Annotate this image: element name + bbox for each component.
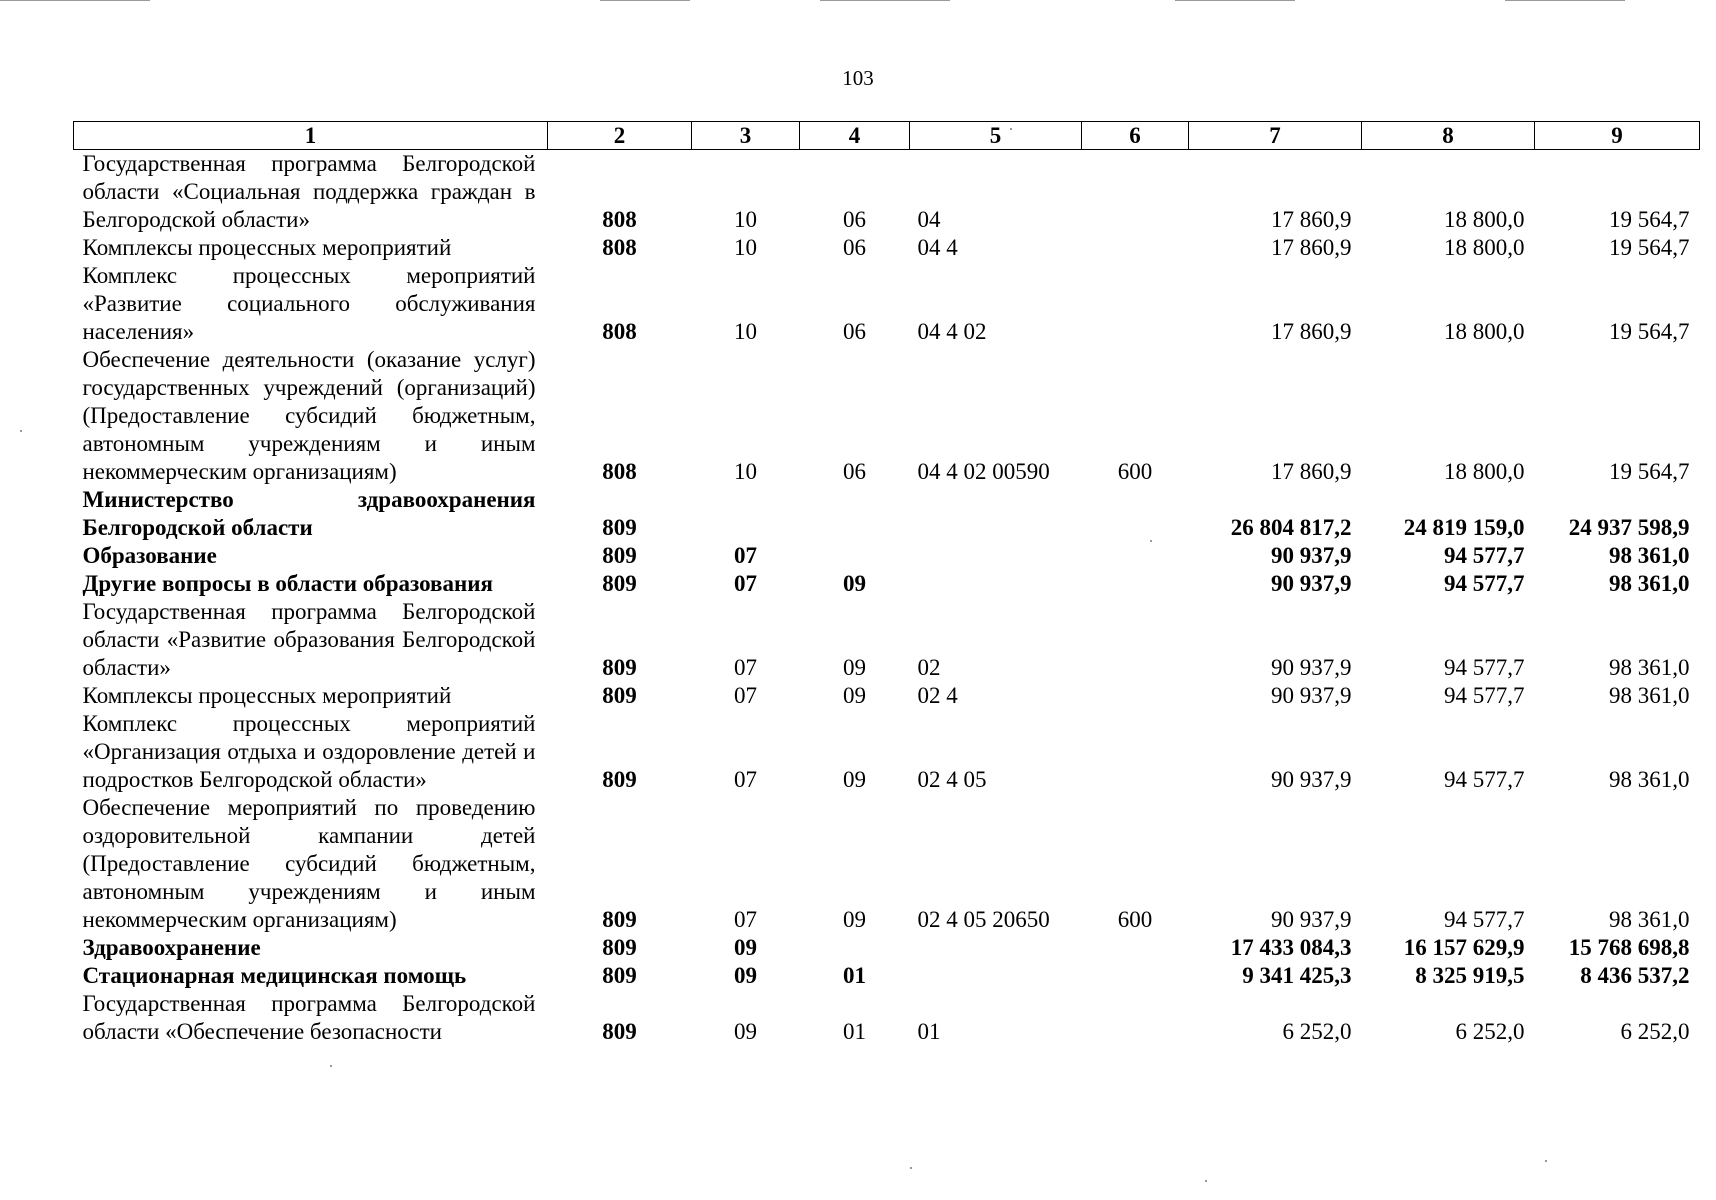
section-cell: 09: [734, 1019, 757, 1044]
amount-cell: 90 937,9: [1271, 571, 1352, 596]
subsection-cell: [800, 486, 910, 542]
expense-type-cell: [1082, 150, 1189, 235]
target-item-cell: [910, 486, 1082, 542]
section-cell: [692, 486, 800, 542]
code-cell: 809: [602, 543, 637, 568]
section-cell: 10: [734, 207, 757, 232]
target-item-cell: [910, 962, 1082, 990]
target-item-cell: 02 4 05 20650: [917, 907, 1050, 932]
column-header: 8: [1362, 122, 1535, 150]
table-row: [74, 346, 1700, 486]
table-row: [74, 682, 1700, 710]
amount-cell: 19 564,7: [1609, 459, 1690, 484]
target-item-cell: [910, 542, 1082, 570]
target-item-cell: 02 4: [917, 683, 958, 708]
amount-cell: 98 361,0: [1609, 655, 1690, 680]
table-row: [74, 542, 1700, 570]
amount-cell: 8 325 919,5: [1415, 963, 1525, 988]
amount-cell: 15 768 698,8: [1568, 935, 1690, 960]
target-item-cell: 04 4: [917, 235, 958, 260]
table-row: [74, 990, 1700, 1046]
scan-speck: [1010, 128, 1012, 130]
expense-type-cell: [1082, 710, 1189, 794]
table-row: [74, 710, 1700, 794]
column-header: 5: [910, 122, 1082, 150]
code-cell: 808: [602, 319, 637, 344]
subsection-cell: 09: [843, 767, 866, 792]
amount-cell: 19 564,7: [1609, 235, 1690, 260]
amount-cell: 94 577,7: [1444, 571, 1525, 596]
scan-edge-line: [1175, 0, 1295, 1]
expense-type-cell: [1082, 962, 1189, 990]
target-item-cell: 01: [917, 1019, 941, 1044]
row-name-cell: Государственная программа Белгородской области «Развитие образования Белгородской области»: [82, 599, 536, 680]
row-name-cell: Комплексы процессных мероприятий: [82, 235, 452, 260]
code-cell: 809: [602, 935, 637, 960]
section-cell: 09: [734, 935, 757, 960]
section-cell: 09: [734, 963, 757, 988]
scan-edge-line: [1505, 0, 1625, 1]
column-header: 2: [548, 122, 692, 150]
amount-cell: 98 361,0: [1609, 571, 1690, 596]
amount-cell: 6 252,0: [1620, 1019, 1690, 1044]
code-cell: 809: [602, 1019, 637, 1044]
amount-cell: 94 577,7: [1444, 683, 1525, 708]
subsection-cell: 01: [843, 963, 866, 988]
amount-cell: 17 860,9: [1271, 207, 1352, 232]
row-name-cell: Обеспечение мероприятий по проведению оздоровительной кампании детей (Предоставление субсидий бюджетным, автономным учреждениям и иным некоммерческим организациям): [82, 795, 536, 932]
subsection-cell: 09: [843, 571, 866, 596]
amount-cell: 94 577,7: [1444, 655, 1525, 680]
table-header: [74, 122, 1700, 150]
row-name-cell: Другие вопросы в области образования: [82, 571, 493, 596]
amount-cell: 17 860,9: [1271, 459, 1352, 484]
row-name-cell: Государственная программа Белгородской области «Обеспечение безопасности: [82, 991, 536, 1044]
amount-cell: 17 433 084,3: [1230, 935, 1352, 960]
code-cell: 809: [602, 767, 637, 792]
code-cell: 809: [602, 683, 637, 708]
amount-cell: 19 564,7: [1609, 207, 1690, 232]
table-row: [74, 150, 1700, 235]
amount-cell: 18 800,0: [1444, 235, 1525, 260]
subsection-cell: 01: [843, 1019, 866, 1044]
code-cell: 808: [602, 235, 637, 260]
row-name-cell: Стационарная медицинская помощь: [82, 963, 467, 988]
amount-cell: 8 436 537,2: [1580, 963, 1690, 988]
table-row: [74, 794, 1700, 934]
amount-cell: 90 937,9: [1271, 907, 1352, 932]
column-header: 9: [1535, 122, 1700, 150]
target-item-cell: 04: [917, 207, 941, 232]
expense-type-cell: [1082, 234, 1189, 262]
amount-cell: 90 937,9: [1271, 655, 1352, 680]
section-cell: 07: [734, 543, 757, 568]
amount-cell: 90 937,9: [1271, 683, 1352, 708]
section-cell: 07: [734, 767, 757, 792]
target-item-cell: [910, 934, 1082, 962]
amount-cell: 24 819 159,0: [1403, 515, 1525, 540]
expense-type-cell: [1082, 542, 1189, 570]
scan-speck: [910, 1167, 912, 1169]
amount-cell: 18 800,0: [1444, 319, 1525, 344]
subsection-cell: 09: [843, 907, 866, 932]
amount-cell: 98 361,0: [1609, 907, 1690, 932]
expense-type-cell: [1082, 598, 1189, 682]
section-cell: 10: [734, 235, 757, 260]
column-header: 3: [692, 122, 800, 150]
amount-cell: 94 577,7: [1444, 767, 1525, 792]
code-cell: 809: [602, 515, 637, 540]
expense-type-cell: [1082, 262, 1189, 346]
table-row: [74, 934, 1700, 962]
row-name-cell: Комплекс процессных мероприятий «Развитие социального обслуживания населения»: [82, 263, 536, 344]
scan-speck: [1545, 1160, 1547, 1162]
code-cell: 809: [602, 571, 637, 596]
amount-cell: 18 800,0: [1444, 207, 1525, 232]
table-row: [74, 262, 1700, 346]
page-number: 103: [842, 66, 874, 90]
subsection-cell: 06: [843, 235, 866, 260]
row-name-cell: Государственная программа Белгородской области «Социальная поддержка граждан в Белгородской области»: [82, 151, 536, 232]
expense-type-cell: [1082, 570, 1189, 598]
section-cell: 07: [734, 907, 757, 932]
table-body: [74, 150, 1700, 1047]
amount-cell: 94 577,7: [1444, 543, 1525, 568]
scan-edge-line: [0, 0, 150, 1]
section-cell: 07: [734, 683, 757, 708]
subsection-cell: 06: [843, 459, 866, 484]
amount-cell: 18 800,0: [1444, 459, 1525, 484]
code-cell: 809: [602, 907, 637, 932]
target-item-cell: 02 4 05: [917, 767, 987, 792]
column-header: 1: [74, 122, 548, 150]
target-item-cell: [910, 570, 1082, 598]
scan-speck: [1205, 1180, 1207, 1182]
section-cell: 07: [734, 655, 757, 680]
expense-type-cell: 600: [1117, 459, 1153, 484]
target-item-cell: 02: [917, 655, 941, 680]
subsection-cell: [800, 934, 910, 962]
scan-edge-line: [820, 0, 950, 1]
amount-cell: 6 252,0: [1455, 1019, 1525, 1044]
table-row: [74, 234, 1700, 262]
row-name-cell: Министерство здравоохранения Белгородской области: [82, 487, 536, 540]
amount-cell: 24 937 598,9: [1568, 515, 1690, 540]
expense-type-cell: [1082, 682, 1189, 710]
amount-cell: 6 252,0: [1282, 1019, 1352, 1044]
amount-cell: 16 157 629,9: [1403, 935, 1525, 960]
section-cell: 07: [734, 571, 757, 596]
subsection-cell: 09: [843, 655, 866, 680]
amount-cell: 17 860,9: [1271, 235, 1352, 260]
code-cell: 809: [602, 963, 637, 988]
subsection-cell: [800, 542, 910, 570]
table-row: [74, 598, 1700, 682]
subsection-cell: 06: [843, 207, 866, 232]
table-row: [74, 570, 1700, 598]
amount-cell: 17 860,9: [1271, 319, 1352, 344]
code-cell: 808: [602, 459, 637, 484]
table-row: [74, 962, 1700, 990]
amount-cell: 19 564,7: [1609, 319, 1690, 344]
row-name-cell: Здравоохранение: [82, 935, 261, 960]
target-item-cell: 04 4 02 00590: [917, 459, 1050, 484]
section-cell: 10: [734, 459, 757, 484]
expense-type-cell: [1082, 990, 1189, 1046]
amount-cell: 98 361,0: [1609, 683, 1690, 708]
amount-cell: 98 361,0: [1609, 543, 1690, 568]
row-name-cell: Образование: [82, 543, 217, 568]
budget-table: [73, 121, 1700, 1046]
amount-cell: 90 937,9: [1271, 767, 1352, 792]
target-item-cell: 04 4 02: [917, 319, 987, 344]
row-name-cell: Комплекс процессных мероприятий «Организация отдыха и оздоровление детей и подростков Белгородской области»: [82, 711, 536, 792]
expense-type-cell: [1082, 934, 1189, 962]
amount-cell: 9 341 425,3: [1242, 963, 1352, 988]
amount-cell: 26 804 817,2: [1230, 515, 1352, 540]
amount-cell: 98 361,0: [1609, 767, 1690, 792]
table-row: [74, 486, 1700, 542]
row-name-cell: Обеспечение деятельности (оказание услуг) государственных учреждений (организаций) (Предоставление субсидий бюджетным, автономным учреждениям и иным некоммерческим организациям): [82, 347, 536, 484]
scan-edge-line: [600, 0, 690, 1]
amount-cell: 94 577,7: [1444, 907, 1525, 932]
expense-type-cell: [1082, 486, 1189, 542]
code-cell: 808: [602, 207, 637, 232]
row-name-cell: Комплексы процессных мероприятий: [82, 683, 452, 708]
expense-type-cell: 600: [1117, 907, 1153, 932]
code-cell: 809: [602, 655, 637, 680]
scan-speck: [20, 430, 22, 432]
header-row: [74, 122, 1700, 150]
column-header: 7: [1189, 122, 1362, 150]
column-header: 4: [800, 122, 910, 150]
column-header: 6: [1082, 122, 1189, 150]
subsection-cell: 09: [843, 683, 866, 708]
amount-cell: 90 937,9: [1271, 543, 1352, 568]
scan-speck: [1150, 540, 1152, 542]
subsection-cell: 06: [843, 319, 866, 344]
scan-speck: [330, 1065, 332, 1067]
section-cell: 10: [734, 319, 757, 344]
